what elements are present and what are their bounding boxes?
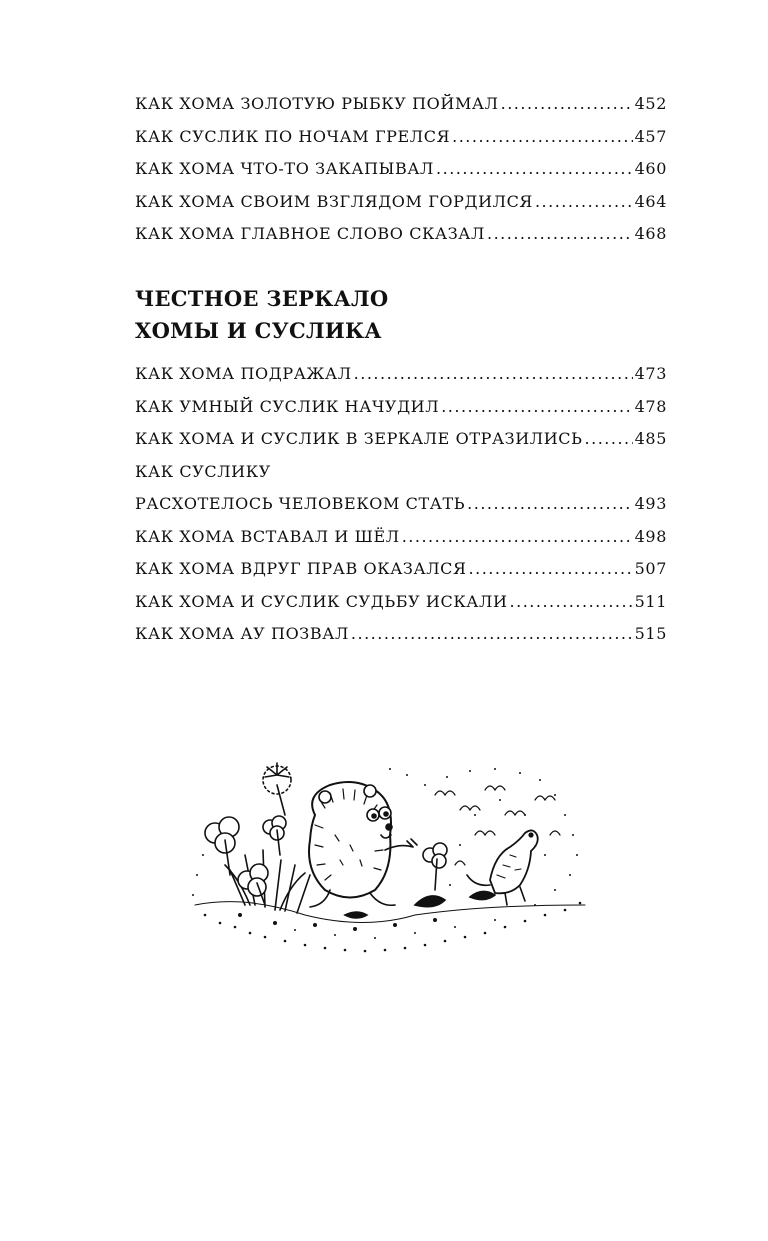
toc-entry-title: КАК ХОМА АУ ПОЗВАЛ [135, 624, 349, 643]
toc-entry-page: 460 [634, 159, 667, 178]
toc-entry-title: КАК ХОМА ВСТАВАЛ И ШЁЛ [135, 526, 400, 546]
toc-list-part-two [135, 364, 667, 657]
toc-entry-title: КАК ХОМА СВОИМ ВЗГЛЯДОМ ГОРДИЛСЯ [135, 191, 533, 211]
toc-entry[interactable] [135, 494, 667, 527]
toc-dot-leader [510, 592, 633, 611]
toc-dot-leader [402, 527, 633, 546]
toc-entry-title: КАК ХОМА ЗОЛОТУЮ РЫБКУ ПОЙМАЛ [135, 94, 499, 113]
toc-entry-page: 515 [634, 624, 667, 643]
toc-entry-title: КАК ХОМА ГЛАВНОЕ СЛОВО СКАЗАЛ [135, 224, 485, 243]
toc-dot-leader [354, 364, 633, 383]
toc-entry[interactable] [135, 559, 667, 592]
toc-dot-leader [351, 624, 633, 643]
hamster-and-gopher-illustration-icon [185, 755, 595, 970]
toc-entry-page: 485 [634, 429, 667, 448]
toc-entry[interactable] [135, 127, 667, 160]
toc-dot-leader [469, 559, 633, 578]
toc-entry[interactable] [135, 624, 667, 657]
section-heading-line-2: ХОМЫ И СУСЛИКА [135, 318, 382, 343]
toc-entry-title: КАК УМНЫЙ СУСЛИК НАЧУДИЛ [135, 396, 440, 416]
toc-entry-page: 473 [634, 364, 667, 383]
section-heading-line-1: ЧЕСТНОЕ ЗЕРКАЛО [135, 286, 389, 311]
toc-dot-leader [535, 192, 633, 211]
toc-entry-page: 452 [634, 94, 667, 113]
toc-entry[interactable] [135, 527, 667, 560]
toc-dot-leader [452, 127, 633, 146]
toc-entry[interactable] [135, 364, 667, 397]
section-heading [135, 283, 667, 347]
toc-dot-leader [585, 429, 633, 448]
toc-entry[interactable] [135, 159, 667, 192]
toc-entry[interactable] [135, 592, 667, 625]
toc-entry-title: КАК СУСЛИК ПО НОЧАМ ГРЕЛСЯ [135, 126, 451, 146]
toc-list-part-one [135, 94, 667, 257]
toc-dot-leader [436, 159, 633, 178]
toc-entry-title: КАК ХОМА ПОДРАЖАЛ [135, 364, 352, 383]
toc-entry[interactable] [135, 429, 667, 462]
toc-dot-leader [487, 224, 633, 243]
toc-entry-title: КАК ХОМА ЧТО-ТО ЗАКАПЫВАЛ [135, 159, 435, 178]
toc-entry-title: РАСХОТЕЛОСЬ ЧЕЛОВЕКОМ СТАТЬ [135, 494, 466, 513]
toc-entry-page: 511 [634, 591, 667, 611]
toc-entry[interactable] [135, 224, 667, 257]
toc-entry[interactable] [135, 192, 667, 225]
toc-entry-page: 507 [634, 559, 667, 578]
toc-entry-title: КАК ХОМА И СУСЛИК В ЗЕРКАЛЕ ОТРАЗИЛИСЬ [135, 429, 583, 448]
toc-entry-continued[interactable] [135, 462, 667, 495]
toc-entry-title: КАК ХОМА И СУСЛИК СУДЬБУ ИСКАЛИ [135, 591, 508, 611]
toc-entry-page: 493 [634, 494, 667, 513]
toc-entry-title: КАК ХОМА ВДРУГ ПРАВ ОКАЗАЛСЯ [135, 559, 467, 578]
toc-entry-page: 478 [634, 396, 667, 416]
toc-entry-title: КАК СУСЛИКУ [135, 461, 271, 481]
toc-entry-page: 468 [634, 224, 667, 243]
toc-dot-leader [467, 494, 632, 513]
toc-entry[interactable] [135, 94, 667, 127]
toc-entry[interactable] [135, 397, 667, 430]
toc-entry-page: 457 [634, 126, 667, 146]
toc-entry-page: 498 [634, 526, 667, 546]
toc-dot-leader [441, 397, 632, 416]
toc-dot-leader [501, 94, 633, 113]
toc-entry-page: 464 [634, 191, 667, 211]
